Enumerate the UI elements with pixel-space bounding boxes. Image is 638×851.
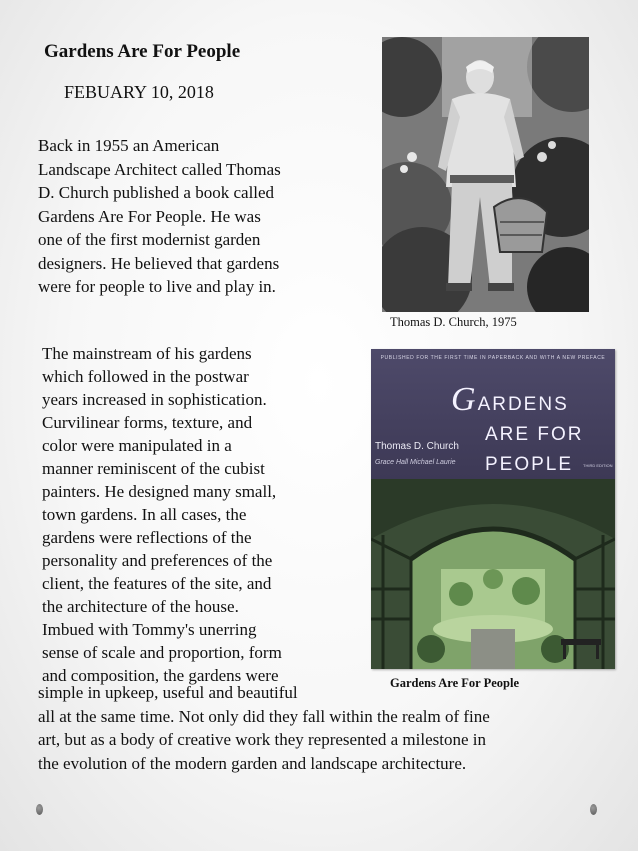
body-line: manner reminiscent of the cubist xyxy=(42,459,265,478)
body-line: The mainstream of his gardens xyxy=(42,344,252,363)
body-line: sense of scale and proportion, form xyxy=(42,643,282,662)
intro-line: one of the first modernist garden xyxy=(38,230,261,249)
slide-ornament-left xyxy=(36,804,43,815)
body-line: town gardens. In all cases, the xyxy=(42,505,247,524)
intro-line: were for people to live and play in. xyxy=(38,277,276,296)
book-caption: Gardens Are For People xyxy=(390,676,520,690)
body-line: painters. He designed many small, xyxy=(42,482,277,501)
book-title-line3: PEOPLE xyxy=(485,454,574,475)
body-line: color were manipulated in a xyxy=(42,436,232,455)
book-cover-image xyxy=(371,349,615,669)
body-line: client, the features of the site, and xyxy=(42,574,272,593)
book-coauthors: Grace Hall Michael Laurie xyxy=(375,459,456,466)
book-title-line2: ARE FOR xyxy=(485,424,584,445)
body-line: Imbued with Tommy's unerring xyxy=(42,620,257,639)
thomas-church-photo xyxy=(382,37,589,312)
intro-line: Landscape Architect called Thomas xyxy=(38,159,281,179)
body-line: years increased in sophistication. xyxy=(42,390,267,409)
book-author: Thomas D. Church xyxy=(375,441,459,452)
book-edition: THIRD EDITION xyxy=(583,463,613,468)
intro-line: D. Church published a book called xyxy=(38,183,275,202)
body-line: and composition, the gardens were xyxy=(42,666,279,685)
body-paragraph-continued xyxy=(38,681,608,775)
body-line: Curvilinear forms, texture, and xyxy=(42,413,253,432)
book-title-initial: G xyxy=(451,381,478,418)
intro-line: Back in 1955 an American xyxy=(38,136,220,155)
body-line: the evolution of the modern garden and landscape architecture. xyxy=(38,753,467,773)
intro-paragraph xyxy=(38,134,338,299)
body-line: gardens were reflections of the xyxy=(42,528,252,547)
photo-caption: Thomas D. Church, 1975 xyxy=(390,315,517,329)
body-line: which followed in the postwar xyxy=(42,367,249,386)
page-title: Gardens Are For People xyxy=(44,41,241,62)
body-line: personality and preferences of the xyxy=(42,551,273,570)
book-banner: PUBLISHED FOR THE FIRST TIME IN PAPERBACK AND WITH A NEW PREFACE xyxy=(380,355,606,361)
garden-arbor-illustration xyxy=(371,479,615,669)
body-line: all at the same time. Not only did they fall within the realm of fine xyxy=(38,706,490,726)
book-title-line1: ARDENS xyxy=(477,394,569,415)
intro-line: designers. He believed that gardens xyxy=(38,253,280,273)
body-line: simple in upkeep, useful and beautiful xyxy=(38,683,298,702)
slide-ornament-right xyxy=(590,804,597,815)
body-line: art, but as a body of creative work they represented a milestone in xyxy=(38,730,486,749)
post-date: FEBUARY 10, 2018 xyxy=(64,82,214,102)
body-paragraph xyxy=(42,342,342,687)
intro-line: Gardens Are For People. He was xyxy=(38,206,261,226)
body-line: the architecture of the house. xyxy=(42,597,239,616)
